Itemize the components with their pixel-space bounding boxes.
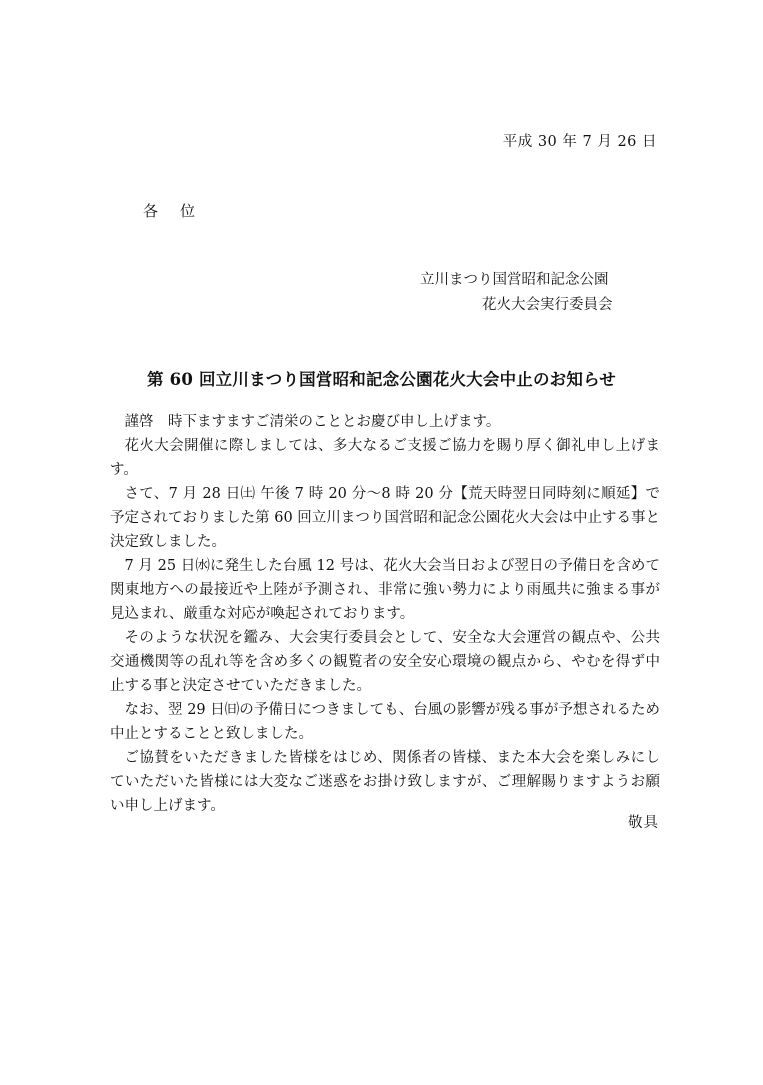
paragraph-cancellation: さて、7 月 28 日㈯ 午後 7 時 20 分～8 時 20 分【荒天時翌日同時刻に順延】で予定されておりました第 60 回立川まつり国営昭和記念公園花火大会は中止する事と決定致しました。 <box>110 486 660 550</box>
sender-organization: 立川まつり国営昭和記念公園 <box>420 272 609 288</box>
document-date: 平成 30 年 7 月 26 日 <box>502 134 657 150</box>
paragraph-apology: ご協賛をいただきました皆様をはじめ、関係者の皆様、また本大会を楽しみにしていただいた皆様には大変なご迷惑をお掛け致しますが、ご理解賜りますようお願い申し上げます。 <box>110 750 660 814</box>
sender-block <box>420 268 660 318</box>
closing-word: 敬具 <box>628 815 659 831</box>
paragraph-typhoon: 7 月 25 日㈬に発生した台風 12 号は、花火大会当日および翌日の予備日を含めて関東地方への最接近や上陸が予測され、非常に強い勢力により雨風共に強まる事が見込まれ、厳重な対応が喚起されております。 <box>110 558 660 622</box>
paragraph-reserve-day: なお、翌 29 日㈰の予備日につきましても、台風の影響が残る事が予想されるため中止とすることと致しました。 <box>110 702 660 742</box>
notice-title: 第 60 回立川まつり国営昭和記念公園花火大会中止のお知らせ <box>147 370 616 389</box>
paragraph-thanks: 花火大会開催に際しましては、多大なるご支援ご協力を賜り厚く御礼申し上げます。 <box>110 438 660 478</box>
sender-committee: 花火大会実行委員会 <box>482 297 613 313</box>
recipient-salutation: 各位 <box>143 202 218 220</box>
notice-body <box>110 410 660 818</box>
paragraph-greeting: 謹啓 時下ますますご清栄のこととお慶び申し上げます。 <box>124 414 501 430</box>
paragraph-decision: そのような状況を鑑み、大会実行委員会として、安全な大会運営の観点や、公共交通機関等の乱れ等を含め多くの観覧者の安全安心環境の観点から、やむを得ず中止する事と決定させていただきました。 <box>110 630 660 694</box>
